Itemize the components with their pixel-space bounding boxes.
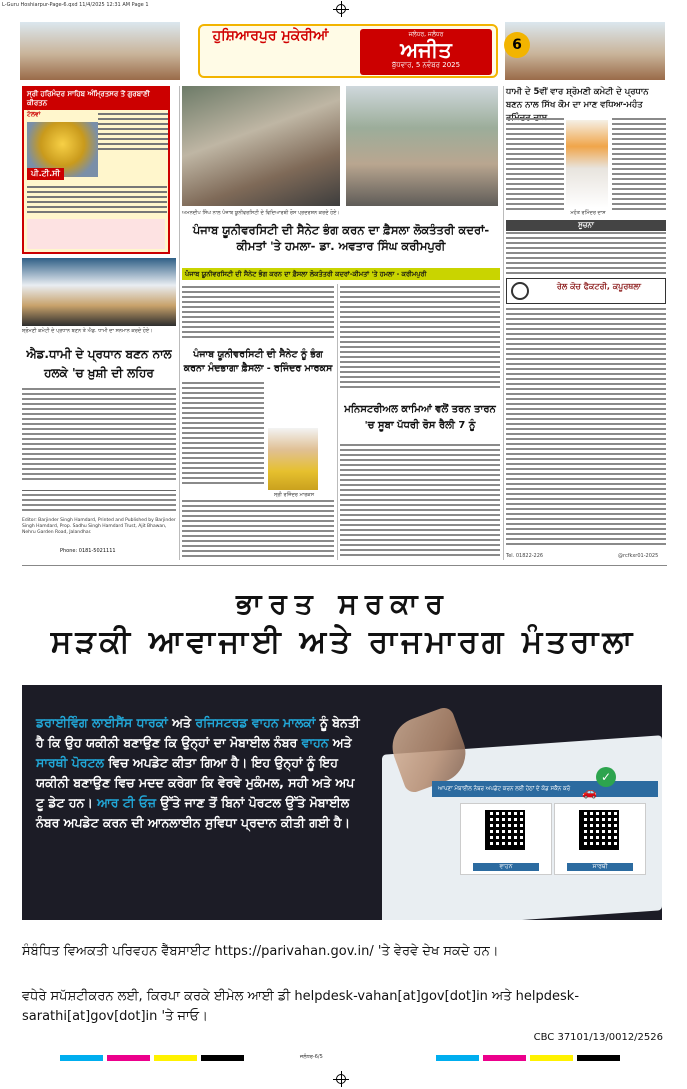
cbc-code: CBC 37101/13/0012/2526	[533, 1032, 663, 1043]
main-headline: ਪੰਜਾਬ ਯੂਨੀਵਰਸਿਟੀ ਦੀ ਸੈਨੇਟ ਭੰਗ ਕਰਨ ਦਾ ਫ਼ੈਸਲਾ ਲੋਕਤੰਤਰੀ ਕਦਰਾਂ-ਕੀਮਤਾਂ 'ਤੇ ਹਮਲਾ- ਡਾ. ਅਵਤਾਰ ਸਿੰਘ ਕਰੀਮਪੁਰੀ	[192, 223, 490, 253]
col2-article-text-top	[182, 286, 334, 342]
sarathi-portal-text: ਸਾਰਥੀ ਪੋਰਟਲ	[36, 755, 104, 770]
masthead-photo-left	[20, 22, 180, 80]
column-rule	[503, 86, 504, 560]
ad-text: ਨੂੰ ਬੇਨਤੀ ਹੈ ਕਿ ਉਹ ਯਕੀਨੀ ਬਣਾਉਣ ਕਿ ਉਨ੍ਹਾਂ ਦਾ ਮੋਬਾਈਲ ਨੰਬਰ	[36, 715, 360, 750]
col3-article-text	[340, 444, 500, 560]
ad-text-lines	[27, 183, 167, 216]
ptc-badge: ਪੀ.ਟੀ.ਸੀ	[27, 168, 64, 180]
vehicle-owners-text: ਰਜਿਸਟਰਡ ਵਾਹਨ ਮਾਲਕਾਂ	[195, 715, 316, 730]
photo-mahant	[566, 120, 608, 208]
vahan-qr-label: ਵਾਹਨ	[473, 863, 539, 871]
photo-protest-sitting	[182, 86, 340, 206]
column-rule	[337, 284, 338, 560]
vahan-qr-code[interactable]	[485, 810, 525, 850]
phone-line: Phone: 0181-5021111	[60, 548, 116, 554]
gurbani-ad-header: ਸ੍ਰੀ ਹਰਿਮੰਦਰ ਸਾਹਿਬ ਅੰਮ੍ਰਿਤਸਰ ਤੋਂ ਗੁਰਬਾਣੀ ਕੀਰਤਨ	[24, 88, 168, 110]
ministry-title: ਸੜਕੀ ਆਵਾਜਾਈ ਅਤੇ ਰਾਜਮਾਰਗ ਮੰਤਰਾਲਾ	[50, 624, 637, 660]
col1-article-text	[22, 388, 176, 483]
ad-text: ਅਤੇ	[167, 715, 196, 730]
col2-headline: ਪੰਜਾਬ ਯੂਨੀਵਰਸਿਟੀ ਦੀ ਸੈਨੇਟ ਨੂੰ ਭੰਗ ਕਰਨਾ ਮੰਦਭਾਗਾ ਫ਼ੈਸਲਾ - ਰਜਿੰਦਰ ਮਾਰਕਸ	[183, 349, 333, 374]
section-rule	[22, 565, 667, 566]
parivahan-info: ਸੰਬੰਧਿਤ ਵਿਅਕਤੀ ਪਰਿਵਹਨ ਵੈੱਬਸਾਈਟ https://parivahan.gov.in/ 'ਤੇ ਵੇਰਵੇ ਦੇਖ ਸਕਦੇ ਹਨ।	[22, 944, 499, 959]
vahan-text: ਵਾਹਨ	[301, 735, 329, 750]
govt-title: ਭਾਰਤ ਸਰਕਾਰ	[236, 587, 451, 620]
city-name: ਹੁਸ਼ਿਆਰਪੁਰ ਮੁਕੇਰੀਆਂ	[212, 28, 329, 44]
rtos-text: ਆਰ ਟੀ ਓਜ਼	[97, 795, 157, 810]
vahan-qr-card	[460, 803, 552, 875]
col2-article-text	[182, 382, 264, 487]
issue-date: ਬੁੱਧਵਾਰ, 5 ਨਵੰਬਰ 2025	[391, 61, 461, 69]
ad-text: ਵਿਚ ਅਪਡੇਟ ਕੀਤਾ ਗਿਆ ਹੈ। ਇਹ ਉਨ੍ਹਾਂ ਨੂੰ ਇਹ ਯਕੀਨੀ ਬਣਾਉਣ ਵਿਚ ਮਦਦ ਕਰੇਗਾ ਕਿ ਵੇਰਵੇ ਮੁਕੰਮਲ, ਸਹੀ ਅਤੇ ਅਪ ਟੂ ਡੇਟ ਹਨ।	[36, 755, 355, 810]
ad-text-lines	[98, 110, 168, 153]
right-photo-caption: ਮਹੰਤ ਰਮਿੰਦਰ ਦਾਸ	[570, 210, 606, 216]
helpdesk-info: ਵਧੇਰੇ ਸਪੱਸ਼ਟੀਕਰਨ ਲਈ, ਕਿਰਪਾ ਕਰਕੇ ਈਮੇਲ ਆਈ ਡੀ helpdesk-vahan[at]gov[dot]in ਅਤੇ helpdesk-sarathi[at]gov[dot]in 'ਤੇ ਜਾਓ।	[22, 989, 580, 1024]
photo-honour	[22, 258, 176, 326]
brand-box	[360, 29, 492, 75]
sarathi-qr-label: ਸਾਰਥੀ	[567, 863, 633, 871]
ad-footer	[27, 219, 165, 249]
railway-tender-text	[506, 308, 666, 550]
railway-header: ਰੇਲ ਕੋਚ ਫੈਕਟਰੀ, ਕਪੂਰਥਲਾ	[556, 282, 642, 291]
right-headline: ਧਾਮੀ ਦੇ 5ਵੀਂ ਵਾਰ ਸ਼੍ਰੋਮਣੀ ਕਮੇਟੀ ਦੇ ਪ੍ਰਧਾਨ ਬਣਨ ਨਾਲ ਸਿੱਖ ਕੌਮ ਦਾ ਮਾਣ ਵਧਿਆ-ਮਹੰਤ	[506, 87, 649, 110]
railway-header-box	[506, 278, 666, 304]
photos-caption: ਅਮਨਦੀਪ ਸਿੰਘ ਨਾਲ ਪੰਜਾਬ ਯੂਨੀਵਰਸਿਟੀ ਦੇ ਵਿਦਿਆਰਥੀ ਰੋਸ ਪ੍ਰਦਰਸ਼ਨ ਕਰਦੇ ਹੋਏ।	[182, 210, 340, 216]
govt-ad-message	[36, 713, 366, 833]
notice-header: ਸੂਚਨਾ	[506, 220, 666, 231]
sarathi-qr-card	[554, 803, 646, 875]
print-slug: L-Guru Hoshiarpur-Page-6.qxd 11/4/2025 12:31 AM Page 1	[2, 2, 149, 8]
photo-protest-march	[346, 86, 498, 206]
col3-article-text-top	[340, 286, 500, 394]
railway-logo-icon	[511, 282, 529, 300]
masthead-photo-right	[505, 22, 665, 80]
small-notice	[22, 490, 176, 514]
car-icon: 🚗	[582, 785, 597, 799]
gurbani-ad-sub: ਟੋਲਵਾਂ	[27, 111, 41, 118]
dl-holders-text: ਡਰਾਈਵਿੰਗ ਲਾਈਸੈਂਸ ਧਾਰਕਾਂ	[36, 715, 168, 730]
footer-page-code: ਜਲੰਧਰ-6/5	[300, 1054, 323, 1060]
col2-article-text-bottom	[182, 500, 334, 560]
railway-footer-left: Tel. 01822-226	[506, 553, 544, 559]
right-article-text	[506, 118, 564, 214]
right-article-text-2	[612, 118, 666, 214]
masthead	[20, 22, 665, 80]
col3-headline: ਮਨਿਸਟਰੀਅਲ ਕਾਮਿਆਂ ਵਲੋਂ ਤਰਨ ਤਾਰਨ 'ਚ ਸੂਬਾ ਪੱਧਰੀ ਰੋਸ ਰੈਲੀ 7 ਨੂੰ	[344, 404, 496, 431]
gurbani-ad	[22, 86, 170, 254]
column-rule	[179, 86, 180, 560]
masthead-title-box	[198, 24, 498, 78]
red-strip-headline: ਪੰਜਾਬ ਯੂਨੀਵਰਸਿਟੀ ਦੀ ਸੈਨੇਟ ਭੰਗ ਕਰਨ ਦਾ ਫ਼ੈਸਲਾ ਲੋਕਤੰਤਰੀ ਕਦਰਾਂ-ਕੀਮਤਾਂ 'ਤੇ ਹਮਲਾ - ਕਰੀਮਪੁਰੀ	[182, 268, 500, 280]
sarathi-qr-code[interactable]	[579, 810, 619, 850]
crop-mark	[336, 1074, 346, 1084]
print-color-bar	[60, 1055, 620, 1061]
col1-headline: ਐਡ.ਧਾਮੀ ਦੇ ਪ੍ਰਧਾਨ ਬਣਨ ਨਾਲ ਹਲਕੇ 'ਚ ਖ਼ੁਸ਼ੀ ਦੀ ਲਹਿਰ	[26, 347, 172, 380]
imprint-text: Editor: Barjinder Singh Hamdard, Printed and Published by Barjinder Singh Hamdard, Prop. Sadhu Singh Hamdard Trust, Ajit Bhawan, Nehru Garden Road, Jalandhar.	[22, 518, 176, 535]
device-banner: ਆਪਣਾ ਮੋਬਾਈਲ ਨੰਬਰ ਅਪਡੇਟ ਕਰਨ ਲਈ ਹੇਠਾਂ ਦੇ ਕੋਡ ਸਕੈਨ ਕਰੋ	[432, 781, 658, 797]
col1-photo-caption: ਸ਼੍ਰੋਮਣੀ ਕਮੇਟੀ ਦੇ ਪ੍ਰਧਾਨ ਬਣਨ ਤੇ ਐਡ. ਧਾਮੀ ਦਾ ਸਨਮਾਨ ਕਰਦੇ ਹੋਏ।	[22, 328, 153, 334]
brand-tagline: ਜਲੰਧਰ, ਜਲੰਧਰ	[408, 31, 444, 38]
page-number: 6	[504, 32, 530, 58]
photo-rajinder-marks	[268, 428, 318, 490]
ad-text: ਉੱਤੇ ਜਾਣ ਤੋਂ ਬਿਨਾਂ ਪੋਰਟਲ ਉੱਤੇ ਮੋਬਾਈਲ ਨੰਬਰ ਅਪਡੇਟ ਕਰਨ ਦੀ ਆਨਲਾਈਨ ਸੁਵਿਧਾ ਪ੍ਰਦਾਨ ਕੀਤੀ ਗਈ ਹੈ।	[36, 795, 351, 830]
col2-photo-caption: ਸ੍ਰੀ ਰਜਿੰਦਰ ਮਾਰਕਸ	[273, 492, 315, 498]
check-icon: ✓	[596, 767, 616, 787]
railway-footer-right: @rcfkxr01-2025	[618, 553, 659, 559]
govt-ad-panel	[22, 685, 662, 920]
brand-name: ਅਜੀਤ	[400, 38, 452, 62]
crop-mark	[336, 4, 346, 14]
notice-text	[506, 232, 666, 276]
ad-text: ਅਤੇ	[328, 735, 352, 750]
